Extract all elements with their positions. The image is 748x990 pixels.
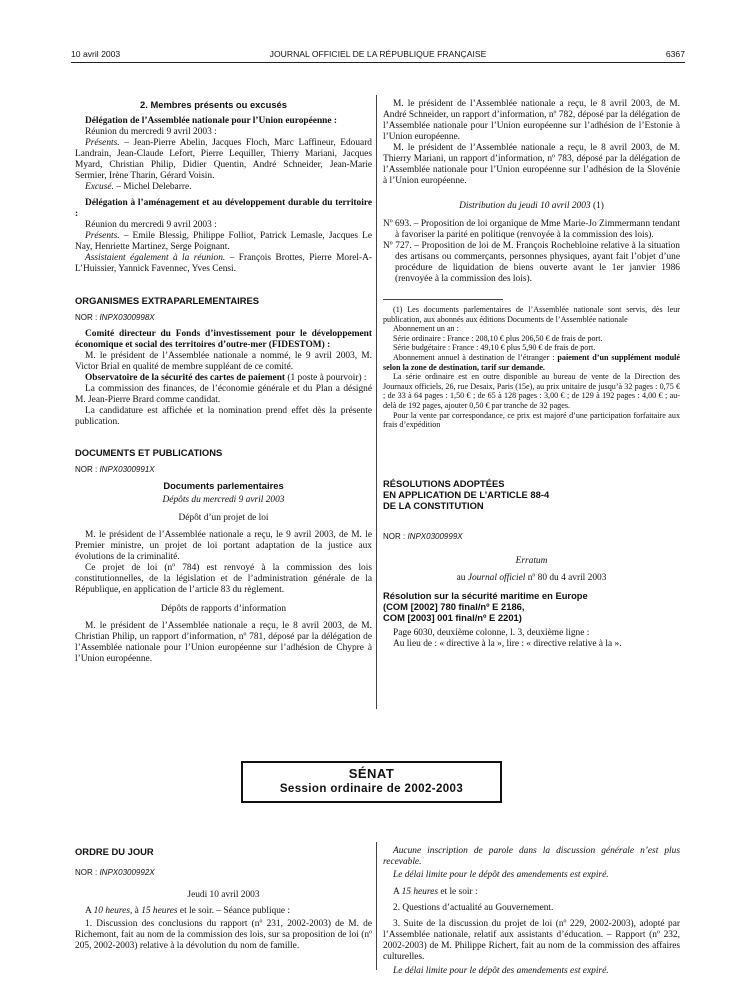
res-page: Page 6030, deuxième colonne, l. 3, deuxième ligne : xyxy=(393,627,590,638)
amendements-note-1: Le délai limite pour le dépôt des amendements est expiré. xyxy=(393,870,609,880)
discussion-note: Aucune inscription de parole dans la discussion générale n’est plus recevable. xyxy=(383,846,680,867)
right-column xyxy=(383,99,680,650)
page-number: 6367 xyxy=(665,49,685,59)
running-header xyxy=(71,49,685,61)
footnote-rule xyxy=(383,299,503,300)
res-fix: Au lieu de : « directive à la », lire : « directive relative à la ». xyxy=(393,638,622,649)
del-ue-title: Délégation de l’Assemblée nationale pour l’Union européenne : xyxy=(85,116,337,126)
bottom-left-column xyxy=(75,846,372,952)
seance-line: A 10 heures, à 15 heures et le soir. – Séance publique : xyxy=(85,906,291,916)
del-ue-excused: Excusé. – Michel Delebarre. xyxy=(85,182,192,192)
ordre-item-2: 2. Questions d’actualité au Gouvernement. xyxy=(393,903,554,913)
res-title-1: RÉSOLUTIONS ADOPTÉES xyxy=(383,477,505,489)
distribution-heading: Distribution du jeudi 10 avril 2003 (1) xyxy=(459,201,604,211)
del-am-title: Délégation à l’aménagement et au développement durable du territoire : xyxy=(75,198,372,219)
depot-loi-text-1: M. le président de l’Assemblée nationale a reçu, le 9 avril 2003, de M. le Premier ministre, un projet de loi portant adaptation de la justice aux évolutions de la criminalité. xyxy=(75,530,372,562)
ordre-item-1: 1. Discussion des conclusions du rapport (nº 231, 2002-2003) de M. de Richemont, fait au nom de la commission des lois, sur sa proposition de loi (nº 205, 2002-2003) relative à la dévolution du nom de famille. xyxy=(75,919,372,951)
obs-text-2: La candidature est affichée et la nomination prend effet dès la présente publication. xyxy=(75,406,372,427)
docs-date: Dépôts du mercredi 9 avril 2003 xyxy=(162,495,285,505)
res-nor: NOR : INPX0300999X xyxy=(383,531,463,541)
ordre-nor: NOR : INPX0300992X xyxy=(75,868,155,877)
fidestom-text: M. le président de l’Assemblée nationale a nommé, le 9 avril 2003, M. Victor Brial en qualité de membre suppléant de ce comité. xyxy=(75,351,372,372)
res-title-3: DE LA CONSTITUTION xyxy=(383,499,484,511)
footnote-intro: (1) Les documents parlementaires de l’Assemblée nationale sont servis, dès leur publication, aux abonnés aux éditions Documents de l’Assemblée nationale xyxy=(383,305,680,324)
amendements-note-2: Le délai limite pour le dépôt des amendements est expiré. xyxy=(393,966,609,976)
res-subject-1: Résolution sur la sécurité maritime en Europe xyxy=(383,589,588,601)
footnote-vente: La série ordinaire est en outre disponible au bureau de vente de la Direction des Journaux officiels, 26, rue Desaix, Paris (15e), au prix unitaire de jusqu’à 32 pages : 0,75 € ; de 33 à 64 pages : 1,50 € ; de 65 à 128 pages : 3,00 € ; de 129 à 192 pages : 4,00 € ; au-delà de 192 pages, ajouter 0,50 € par tranche de 32 pages. xyxy=(383,372,680,410)
res-subject-2: (COM [2002] 780 final/nº E 2186, xyxy=(383,600,525,612)
journal-title: JOURNAL OFFICIEL DE LA RÉPUBLIQUE FRANÇAISE xyxy=(269,49,487,59)
column-divider-top xyxy=(376,95,377,709)
resolutions-heading xyxy=(383,478,680,511)
footnote xyxy=(383,305,680,430)
docs-title: DOCUMENTS ET PUBLICATIONS xyxy=(75,447,223,458)
depot-loi-text-2: Ce projet de loi (nº 784) est renvoyé à la commission des lois constitutionnelles, de la législation et de l’administration générale de la République, en application de l’article 83 du règlement. xyxy=(75,563,372,595)
org-title: ORGANISMES EXTRAPARLEMENTAIRES xyxy=(75,295,260,306)
header-date: 10 avril 2003 xyxy=(71,49,121,59)
docs-parl: Documents parlementaires xyxy=(163,480,284,491)
column-divider-bottom xyxy=(376,842,377,970)
members-title: 2. Membres présents ou excusés xyxy=(140,99,287,110)
depot-loi-title: Dépôt d’un projet de loi xyxy=(178,513,269,523)
footnote-serie-ordinaire: Série ordinaire : France : 208,10 € plus 206,50 € de frais de port. xyxy=(393,333,603,343)
del-ue-meeting: Réunion du mercredi 9 avril 2003 : xyxy=(85,127,217,137)
del-am-meeting: Réunion du mercredi 9 avril 2003 : xyxy=(85,220,217,230)
fidestom-title: Comité directeur du Fonds d’investissement pour le développement économique et social des territoires d’outre-mer (FIDESTOM) : xyxy=(75,329,372,350)
depot-rapports-title: Dépôts de rapports d’information xyxy=(160,604,287,614)
res-subject-3: COM [2003] 001 final/nº E 2201) xyxy=(383,611,522,623)
ordre-du-jour-title: ORDRE DU JOUR xyxy=(75,846,154,857)
header-rule xyxy=(71,62,685,63)
senat-banner xyxy=(241,761,502,803)
footnote-etranger: Abonnement annuel à destination de l’étranger : paiement d’un supplément modulé selon la zone de destination, tarif sur demande. xyxy=(383,352,680,372)
item-727: Nº 727. – Proposition de loi de M. François Rochebloine relative à la situation des artisans ou commerçants, personnes physiques, ayant fait l’objet d’une procédure de liquidation de biens ouverte avant le 1er janvier 1986 (renvoyée à la commission des lois). xyxy=(383,241,680,284)
rapport-783: M. le président de l’Assemblée nationale a reçu, le 8 avril 2003, de M. Thierry Mariani, un rapport d’information, nº 783, déposé par la délégation de l’Assemblée nationale pour l’Union européenne sur l’adhésion de la Slovénie à l’Union européenne. xyxy=(383,143,680,186)
senat-subtitle: Session ordinaire de 2002-2003 xyxy=(279,783,464,795)
org-nor: NOR : INPX0300998X xyxy=(75,313,155,322)
rapport-782: M. le président de l’Assemblée nationale a reçu, le 8 avril 2003, de M. André Schneider, un rapport d’information, nº 782, déposé par la délégation de l’Assemblée nationale pour l’Union européenne sur l’adhésion de l’Estonie à l’Union européenne. xyxy=(383,99,680,142)
obs-text-1: La commission des finances, de l’économie générale et du Plan a désigné M. Jean-Pierre Brard comme candidat. xyxy=(75,384,372,405)
item-693: Nº 693. – Proposition de loi organique de Mme Marie-Jo Zimmermann tendant à favoriser la parité en politique (renvoyée à la commission des lois). xyxy=(383,219,680,240)
erratum-ref: au Journal officiel nº 80 du 4 avril 2003 xyxy=(456,572,607,583)
seance-15h: A 15 heures et le soir : xyxy=(393,887,478,897)
depot-rapports-text: M. le président de l’Assemblée nationale a reçu, le 8 avril 2003, de M. Christian Philip, un rapport d’information, nº 781, déposé par la délégation de l’Assemblée nationale pour l’Union européenne sur l’adhésion de Chypre à l’Union européenne. xyxy=(75,621,372,664)
footnote-abonnement: Abonnement un an : xyxy=(393,324,459,334)
footnote-correspondance: Pour la vente par correspondance, ce prix est majoré d’une participation forfaitaire aux frais d’expédition xyxy=(383,410,680,430)
res-title-2: EN APPLICATION DE L’ARTICLE 88-4 xyxy=(383,488,550,500)
ordre-date: Jeudi 10 avril 2003 xyxy=(187,890,260,900)
bottom-right-column xyxy=(383,846,680,977)
del-ue-present: Présents. – Jean-Pierre Abelin, Jacques Floch, Marc Laffineur, Edouard Landrain, Jean-Claude Lefort, Pierre Lequiller, Thierry Mariani, Jacques Myard, Christian Philip, Didier Quentin, André Schneider, Jean-Marie Sermier, Irène Tharin, Gérard Voisin. xyxy=(75,138,372,181)
del-am-present: Présents. – Emile Blessig, Philippe Folliot, Patrick Lemasle, Jacques Le Nay, Henriette Martinez, Serge Poignant. xyxy=(75,231,372,252)
del-am-assist: Assistaient également à la réunion. – François Brottes, Pierre Morel-A-L’Huissier, Yannick Favennec, Yves Censi. xyxy=(75,253,372,274)
obs-heading: Observatoire de la sécurité des cartes de paiement (1 poste à pourvoir) : xyxy=(85,373,367,383)
ordre-item-3: 3. Suite de la discussion du projet de loi (nº 229, 2002-2003), adopté par l’Assemblée nationale, relatif aux assistants d’éducation. – Rapport (nº 232, 2002-2003) de M. Philippe Richert, fait au nom de la commission des affaires culturelles. xyxy=(383,919,680,962)
footnote-serie-budgetaire: Série budgétaire : France : 49,10 € plus 5,90 € de frais de port. xyxy=(393,343,596,353)
erratum-title: Erratum xyxy=(515,555,548,566)
docs-nor: NOR : INPX0300991X xyxy=(75,465,155,474)
left-column xyxy=(75,99,372,665)
senat-title: SÉNAT xyxy=(348,766,395,781)
